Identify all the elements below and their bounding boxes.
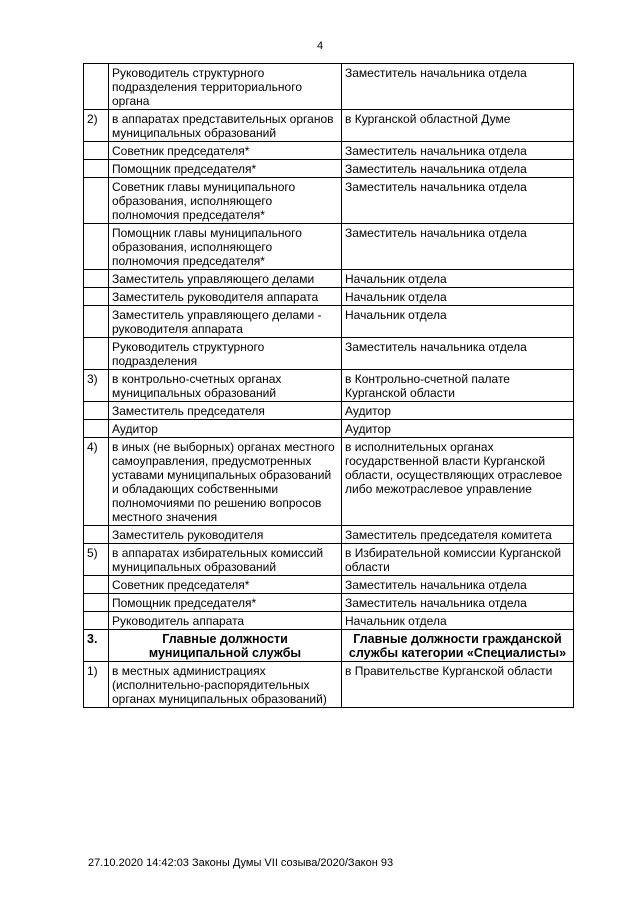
row-number [84,224,109,270]
civil-service-position: в исполнительных органах государственной власти Курганской области, осуществляющих отраслевое либо межотраслевое управление [342,438,574,526]
table-row [84,662,574,708]
row-number: 2) [84,110,109,142]
row-number [84,338,109,370]
municipal-position: Помощник главы муниципального образования, исполняющего полномочия председателя* [109,224,342,270]
table-row [84,64,574,110]
footer-timestamp: 27.10.2020 14:42:03 Законы Думы VII созыва/2020/Закон 93 [88,857,394,869]
table-row [84,526,574,544]
municipal-position: в аппаратах представительных органов муниципальных образований [109,110,342,142]
municipal-position: Руководитель структурного подразделения территориального органа [109,64,342,110]
table-row [84,224,574,270]
table-row [84,110,574,142]
table-row [84,576,574,594]
municipal-position: Заместитель руководителя аппарата [109,288,342,306]
row-number [84,612,109,630]
municipal-position: Аудитор [109,420,342,438]
municipal-position: в иных (не выборных) органах местного самоуправления, предусмотренных уставами муниципальных образований и обладающих собственными полномочиями по решению вопросов местного значения [109,438,342,526]
row-number [84,142,109,160]
municipal-position: Советник главы муниципального образования, исполняющего полномочия председателя* [109,178,342,224]
civil-service-position: Главные должности гражданской службы категории «Специалисты» [342,630,574,662]
row-number: 4) [84,438,109,526]
municipal-position: Руководитель аппарата [109,612,342,630]
table-row [84,594,574,612]
municipal-position: в аппаратах избирательных комиссий муниципальных образований [109,544,342,576]
positions-table-body [84,64,574,708]
table-row [84,544,574,576]
municipal-position: Руководитель структурного подразделения [109,338,342,370]
table-row [84,370,574,402]
municipal-position: Советник председателя* [109,576,342,594]
municipal-position: Помощник председателя* [109,594,342,612]
row-number: 1) [84,662,109,708]
civil-service-position: Начальник отдела [342,288,574,306]
table-row [84,160,574,178]
civil-service-position: в Правительстве Курганской области [342,662,574,708]
row-number [84,270,109,288]
civil-service-position: в Избирательной комиссии Курганской области [342,544,574,576]
civil-service-position: Заместитель председателя комитета [342,526,574,544]
civil-service-position: Аудитор [342,402,574,420]
row-number [84,160,109,178]
civil-service-position: Заместитель начальника отдела [342,224,574,270]
civil-service-position: Заместитель начальника отдела [342,64,574,110]
municipal-position: в контрольно-счетных органах муниципальных образований [109,370,342,402]
civil-service-position: в Курганской областной Думе [342,110,574,142]
civil-service-position: Заместитель начальника отдела [342,594,574,612]
table-row [84,402,574,420]
table-row [84,420,574,438]
page-number: 4 [316,40,324,52]
row-number [84,420,109,438]
civil-service-position: Аудитор [342,420,574,438]
row-number [84,402,109,420]
civil-service-position: в Контрольно-счетной палате Курганской области [342,370,574,402]
row-number [84,306,109,338]
municipal-position: Заместитель руководителя [109,526,342,544]
row-number: 3) [84,370,109,402]
municipal-position: Заместитель управляющего делами [109,270,342,288]
civil-service-position: Заместитель начальника отдела [342,576,574,594]
municipal-position: в местных администрациях (исполнительно-распорядительных органах муниципальных образований) [109,662,342,708]
municipal-position: Помощник председателя* [109,160,342,178]
row-number [84,288,109,306]
row-number: 5) [84,544,109,576]
civil-service-position: Начальник отдела [342,306,574,338]
municipal-position: Советник председателя* [109,142,342,160]
row-number [84,594,109,612]
row-number [84,64,109,110]
table-row [84,338,574,370]
municipal-position: Главные должности муниципальной службы [109,630,342,662]
row-number: 3. [84,630,109,662]
municipal-position: Заместитель председателя [109,402,342,420]
civil-service-position: Начальник отдела [342,612,574,630]
table-row [84,270,574,288]
civil-service-position: Заместитель начальника отдела [342,142,574,160]
municipal-position: Заместитель управляющего делами - руководителя аппарата [109,306,342,338]
table-row [84,288,574,306]
positions-table [83,63,574,708]
civil-service-position: Заместитель начальника отдела [342,178,574,224]
table-row [84,612,574,630]
row-number [84,576,109,594]
row-number [84,178,109,224]
table-row [84,178,574,224]
civil-service-position: Начальник отдела [342,270,574,288]
row-number [84,526,109,544]
table-row [84,438,574,526]
table-row [84,142,574,160]
table-row [84,630,574,662]
civil-service-position: Заместитель начальника отдела [342,160,574,178]
table-row [84,306,574,338]
civil-service-position: Заместитель начальника отдела [342,338,574,370]
